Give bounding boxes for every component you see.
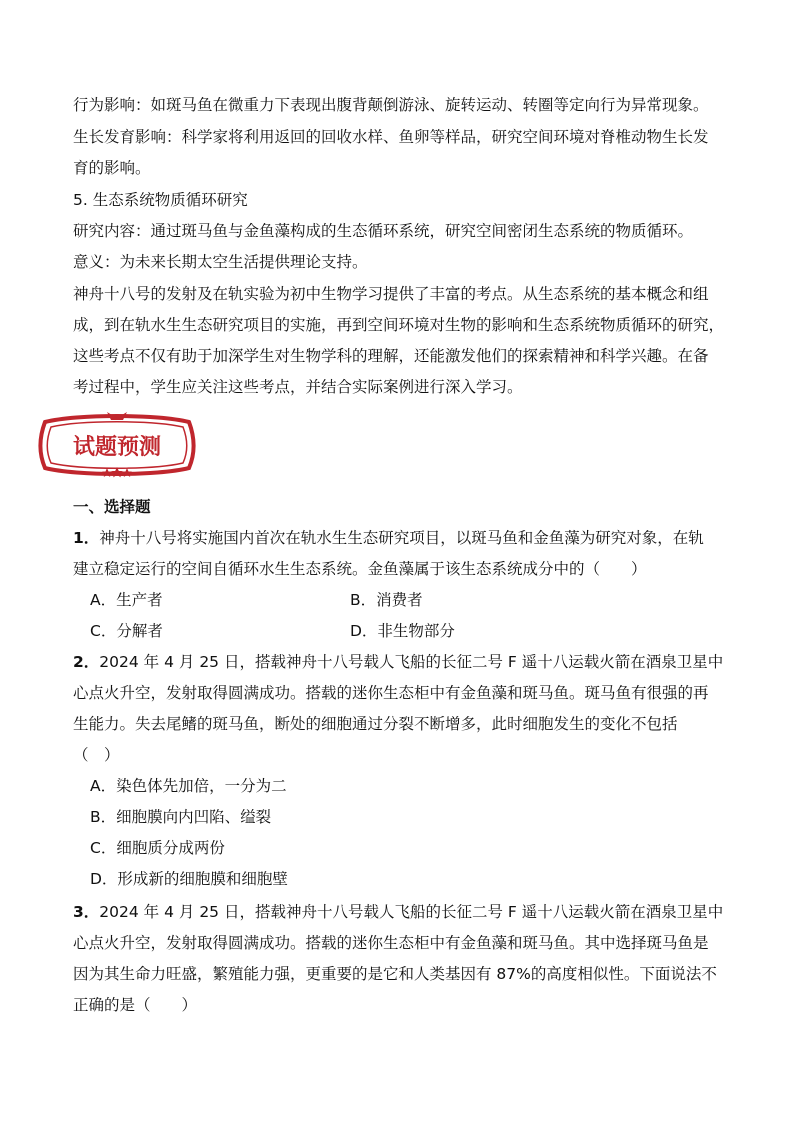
q1-option-b: B．消费者: [350, 591, 423, 609]
q2-option-d: D．形成新的细胞膜和细胞壁: [90, 870, 288, 888]
paragraph-summary-2: 成，到在轨水生生态研究项目的实施，再到空间环境对生物的影响和生态系统物质循环的研究，: [73, 316, 725, 334]
q1-option-c: C．分解者: [90, 622, 163, 640]
question-3-text-1: 2024 年 4 月 25 日，搭载神舟十八号载人飞船的长征二号 F 遥十八运载火箭在酒泉卫星中: [99, 903, 724, 921]
question-3-line-2: 心点火升空，发射取得圆满成功。搭载的迷你生态柜中有金鱼藻和斑马鱼。其中选择斑马鱼是: [73, 934, 709, 952]
heading-material-cycle: 5. 生态系统物质循环研究: [73, 191, 248, 209]
question-2-line-2: 心点火升空，发射取得圆满成功。搭载的迷你生态柜中有金鱼藻和斑马鱼。斑马鱼有很强的再: [73, 684, 709, 702]
question-1-line-1: [73, 528, 704, 548]
question-2-line-1: [73, 652, 723, 672]
question-2-text-1: 2024 年 4 月 25 日，搭载神舟十八号载人飞船的长征二号 F 遥十八运载火箭在酒泉卫星中: [99, 653, 724, 671]
paragraph-growth: 生长发育影响：科学家将利用返回的回收水样、鱼卵等样品，研究空间环境对脊椎动物生长发: [73, 128, 709, 146]
exam-prediction-stamp: [37, 408, 197, 482]
paragraph-significance: 意义：为未来长期太空生活提供理论支持。: [73, 253, 368, 271]
q2-option-a: A．染色体先加倍，一分为二: [90, 777, 287, 795]
question-3-line-4: 正确的是（ ）: [73, 996, 198, 1014]
question-3-number: 3．: [73, 903, 100, 921]
paragraph-summary-1: 神舟十八号的发射及在轨实验为初中生物学习提供了丰富的考点。从生态系统的基本概念和组: [73, 285, 709, 303]
question-2-number: 2．: [73, 653, 100, 671]
question-1-number: 1．: [73, 529, 100, 547]
q1-option-a: A．生产者: [90, 591, 163, 609]
question-2-line-3: 生能力。失去尾鳍的斑马鱼，断处的细胞通过分裂不断增多，此时细胞发生的变化不包括: [73, 715, 678, 733]
q2-option-c: C．细胞质分成两份: [90, 839, 225, 857]
question-1-line-2: 建立稳定运行的空间自循环水生生态系统。金鱼藻属于该生态系统成分中的（ ）: [73, 560, 647, 578]
paragraph-behavior: 行为影响：如斑马鱼在微重力下表现出腹背颠倒游泳、旋转运动、转圈等定向行为异常现象。: [73, 96, 709, 114]
question-1-text-1: 神舟十八号将实施国内首次在轨水生生态研究项目，以斑马鱼和金鱼藻为研究对象，在轨: [99, 529, 704, 547]
q1-option-d: D．非生物部分: [350, 622, 455, 640]
q2-option-b: B．细胞膜向内凹陷、缢裂: [90, 808, 272, 826]
question-3-line-1: [73, 902, 723, 922]
section-title: 一、选择题: [73, 498, 151, 516]
paragraph-research-content: 研究内容：通过斑马鱼与金鱼藻构成的生态循环系统，研究空间密闭生态系统的物质循环。: [73, 222, 694, 240]
question-3-line-3: 因为其生命力旺盛，繁殖能力强，更重要的是它和人类基因有 87%的高度相似性。下面说法不: [73, 965, 717, 983]
paragraph-growth-cont: 育的影响。: [73, 159, 151, 177]
paragraph-summary-3: 这些考点不仅有助于加深学生对生物学科的理解，还能激发他们的探索精神和科学兴趣。在备: [73, 347, 709, 365]
paragraph-summary-4: 考过程中，学生应关注这些考点，并结合实际案例进行深入学习。: [73, 378, 523, 396]
stamp-text: 试题预测: [72, 435, 162, 460]
question-2-line-4: （ ）: [73, 746, 120, 764]
